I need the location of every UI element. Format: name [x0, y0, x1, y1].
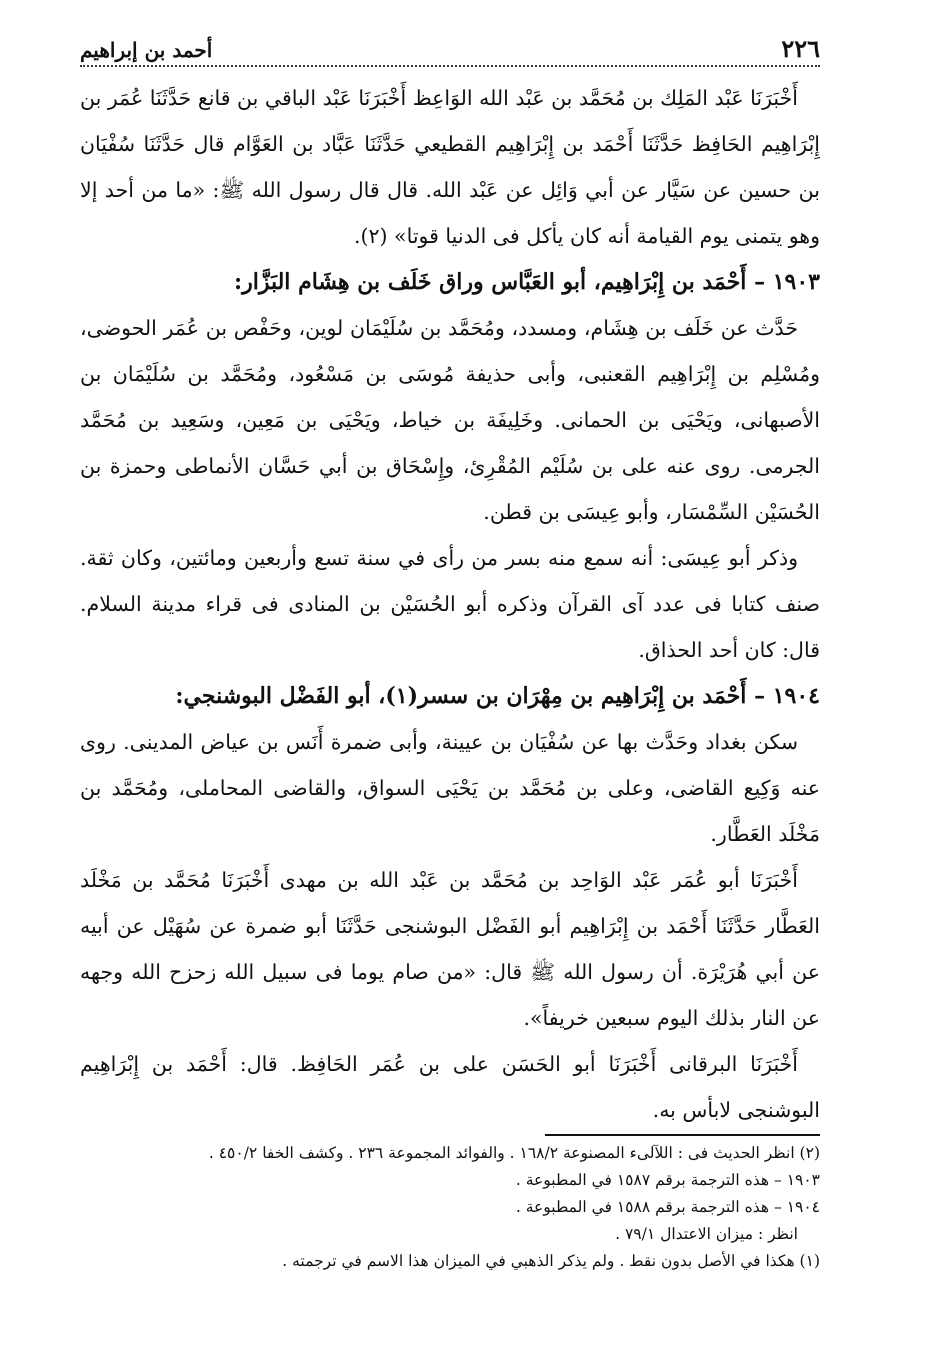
paragraph: أَخْبَرَنَا البرقانى أَخْبَرَنَا أبو الحَسَن على بن عُمَر الحَافِظ. قال: أَحْمَد بن إِبْرَاهِيم البوشنجى لابأس به.	[80, 1052, 820, 1122]
main-text	[80, 75, 820, 1133]
entry-heading: ١٩٠٣ – أَحْمَد بن إِبْرَاهِيم، أبو العَبَّاس وراق خَلَف بن هِشَام البَزَّار:	[233, 269, 820, 295]
footnote-line: انظر : ميزان الاعتدال ٧٩/١ .	[615, 1225, 798, 1243]
paragraph: وذكر أبو عِيسَى: أنه سمع منه بسر من رأى في سنة تسع وأربعين ومائتين، وكان ثقة. صنف كتابا فى عدد آى القرآن وذكره أبو الحُسَيْن بن المنادى فى قراء مدينة السلام. قال: كان أحد الحذاق.	[80, 546, 820, 662]
running-header	[80, 34, 820, 67]
footnote-line: (٢) انظر الحديث فى : اللآلىء المصنوعة ١٦٨/٢ . والفوائد المجموعة ٢٣٦ . وكشف الخفا ٤٥٠/٢ .	[208, 1144, 820, 1162]
footnote-line: (١) هكذا في الأصل بدون نقط . ولم يذكر الذهبي في الميزان هذا الاسم في ترجمته .	[282, 1252, 820, 1270]
running-title: أحمد بن إبراهيم	[80, 38, 213, 62]
footnote-line: ١٩٠٣ – هذه الترجمة برقم ١٥٨٧ في المطبوعة .	[515, 1171, 820, 1189]
footnote-rule	[545, 1134, 820, 1136]
footnote-line: ١٩٠٤ – هذه الترجمة برقم ١٥٨٨ في المطبوعة .	[515, 1198, 820, 1216]
paragraph: سكن بغداد وحَدَّث بها عن سُفْيَان بن عيينة، وأبى ضمرة أَنَس بن عياض المدينى. روى عنه وَكِيع القاضى، وعلى بن مُحَمَّد بن يَحْيَى السواق، والقاضى المحاملى، ومُحَمَّد بن مَخْلَد العَطَّار.	[80, 730, 820, 846]
entry-heading: ١٩٠٤ – أَحْمَد بن إِبْرَاهِيم بن مِهْرَان بن سسر(١)، أبو الفَضْل البوشنجي:	[175, 683, 820, 709]
paragraph: حَدَّث عن خَلَف بن هِشَام، ومسدد، ومُحَمَّد بن سُلَيْمَان لوين، وحَفْص بن عُمَر الحوضى، ومُسْلِم بن إِبْرَاهِيم القعنبى، وأبى حذيفة مُوسَى بن مَسْعُود، ومُحَمَّد بن سُلَيْمَان بن الأصبهانى، ويَحْيَى بن الحمانى. وخَلِيفَة بن خياط، ويَحْيَى بن مَعِين، وسَعِيد بن مُحَمَّد الجرمى. روى عنه على بن سُلَيْم المُقْرِئ، وإِسْحَاق بن أبي حَسَّان الأنماطى وحمزة بن الحُسَيْن السِّمْسَار، وأبو عِيسَى بن قطن.	[80, 316, 820, 524]
paragraph: أَخْبَرَنَا أبو عُمَر عَبْد الوَاحِد بن مُحَمَّد بن عَبْد الله بن مهدى أَخْبَرَنَا مُحَمَّد بن مَخْلَد العَطَّار حَدَّثَنَا أَحْمَد بن إِبْرَاهِيم أبو الفَضْل البوشنجى حَدَّثَنَا أبو ضمرة عن سُهَيْل عن أبيه عن أبي هُرَيْرَة. أن رسول الله ﷺ قال: «من صام يوما فى سبيل الله زحزح الله وجهه عن النار بذلك اليوم سبعين خريفاً».	[80, 868, 820, 1030]
paragraph: أَخْبَرَنَا عَبْد المَلِك بن مُحَمَّد بن عَبْد الله الوَاعِظ أَخْبَرَنَا عَبْد الباقي بن قانع حَدَّثَنَا عُمَر بن إِبْرَاهِيم الحَافِظ حَدَّثَنَا أَحْمَد بن إِبْرَاهِيم القطيعي حَدَّثَنَا عَبَّاد بن العَوَّام قال حَدَّثَنَا سُفْيَان بن حسين عن سَيَّار عن أبي وَائِل عن عَبْد الله. قال قال رسول الله ﷺ: «ما من أحد إلا وهو يتمنى يوم القيامة أنه كان يأكل فى الدنيا قوتا» (٢).	[80, 86, 820, 248]
page-number: ٢٢٦	[781, 34, 820, 63]
footnotes	[80, 1140, 820, 1275]
